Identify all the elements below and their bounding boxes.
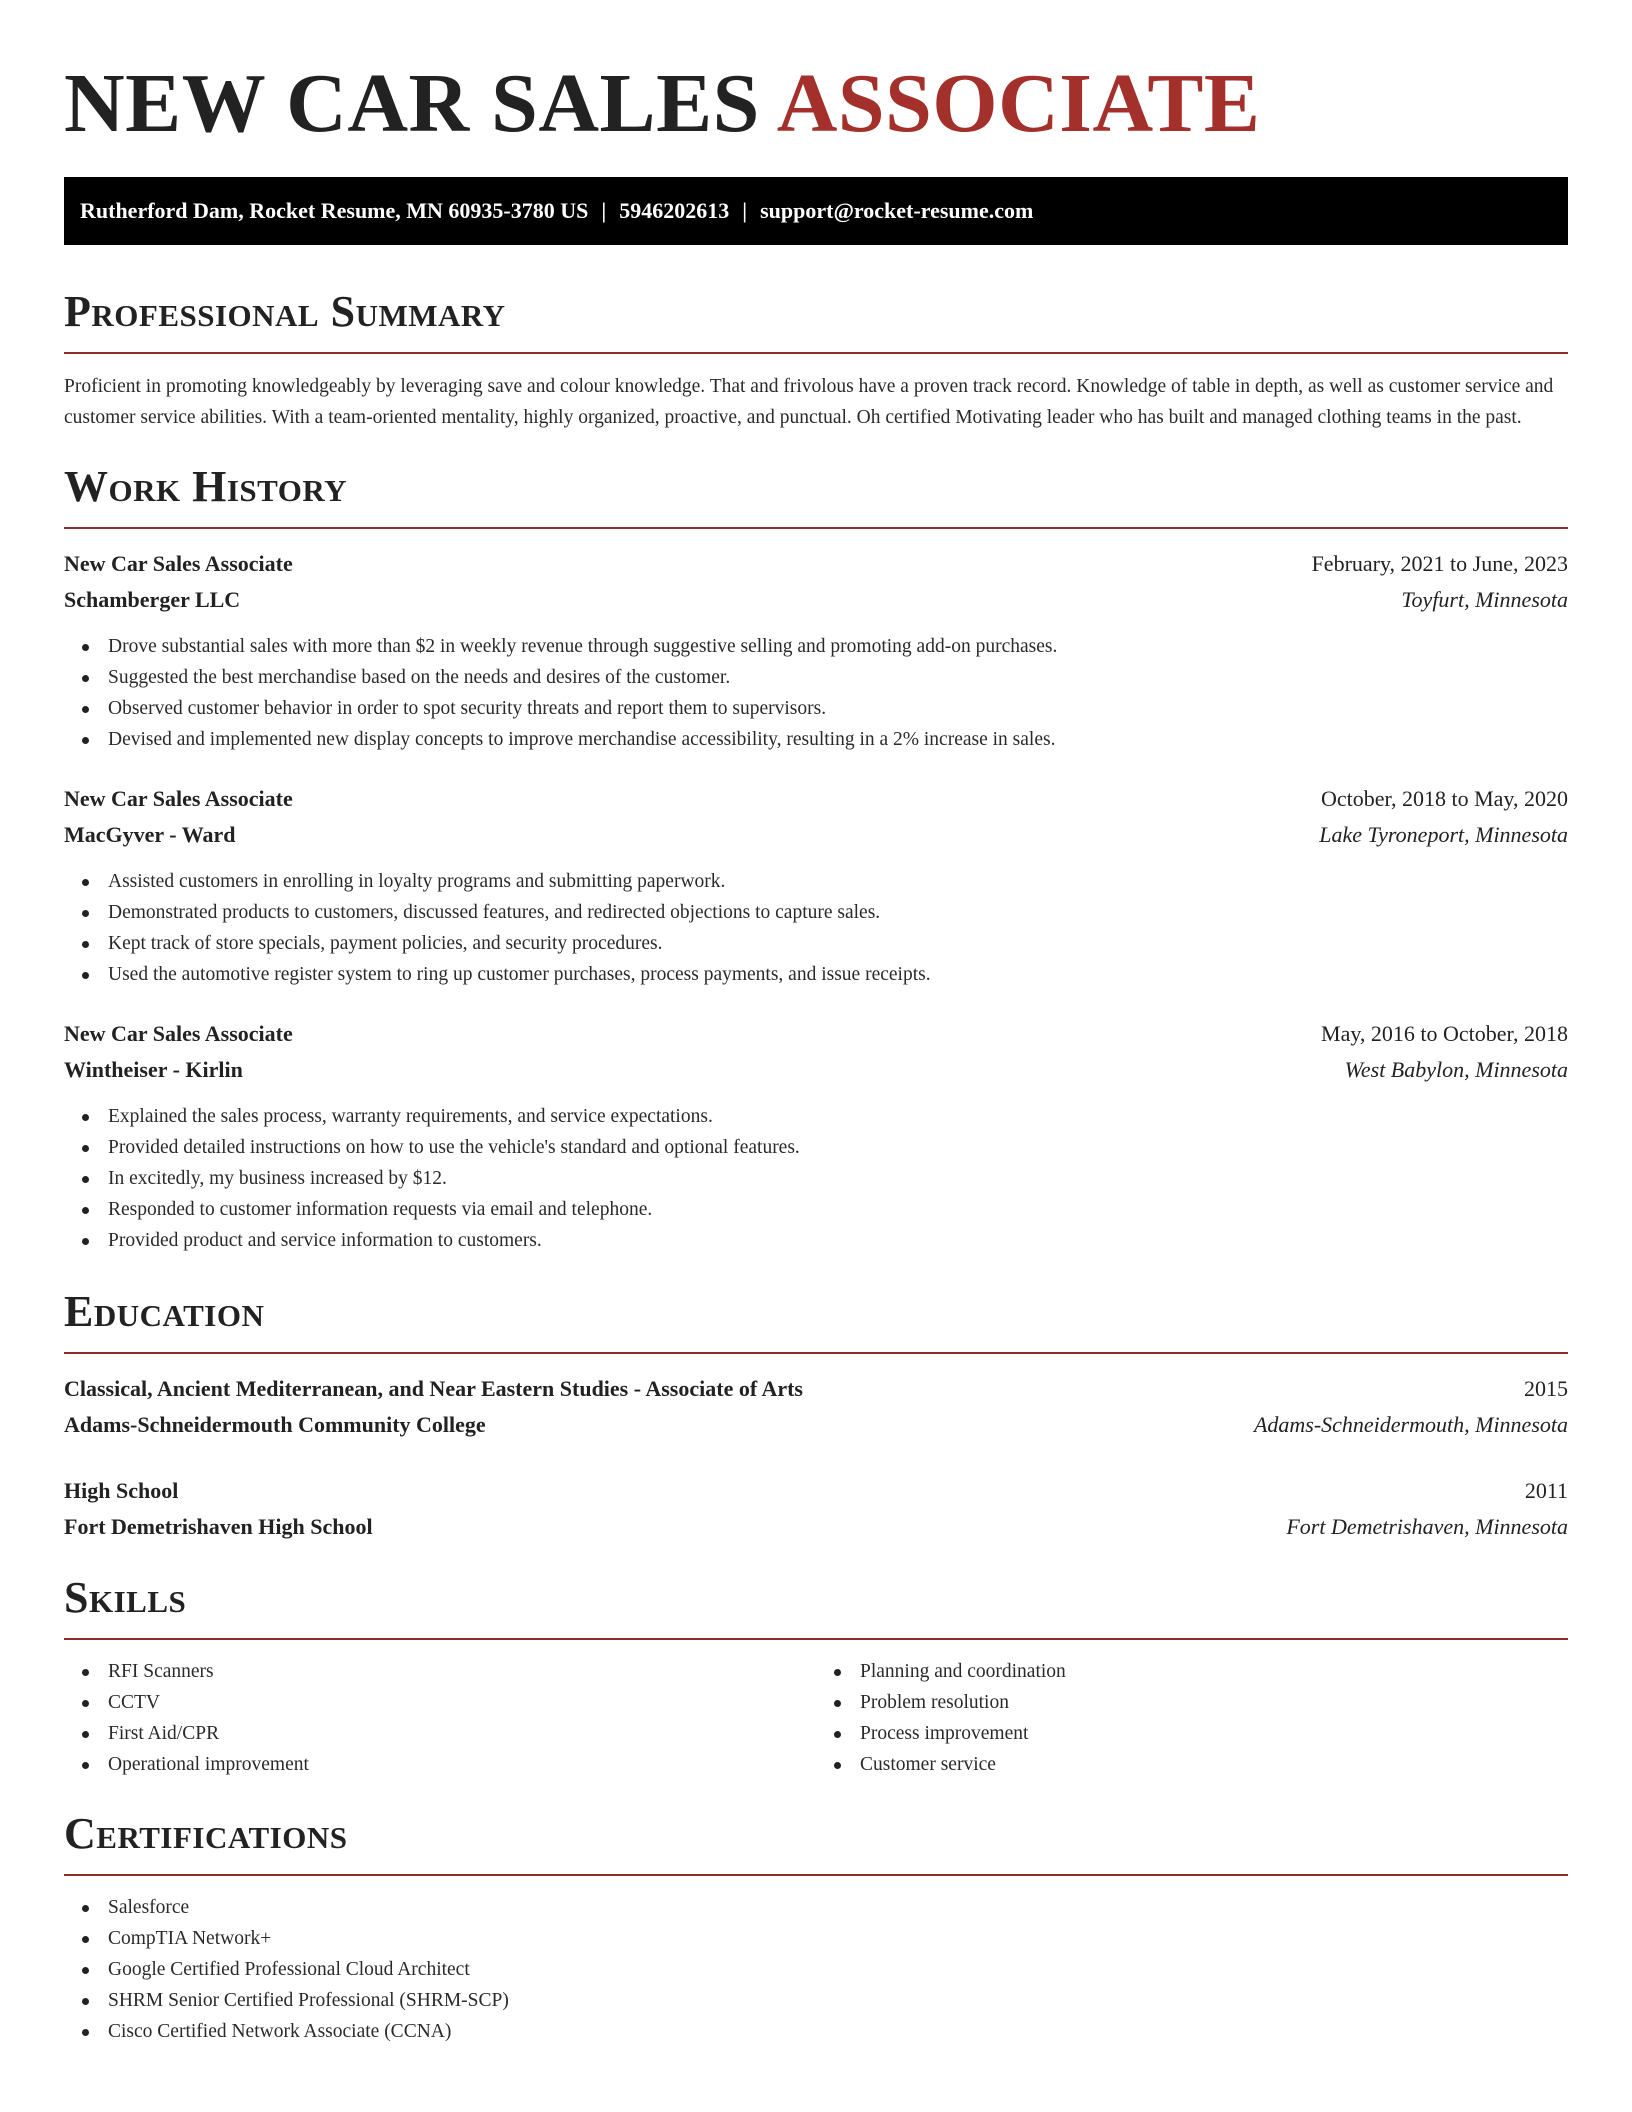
education-location: Fort Demetrishaven, Minnesota (1286, 1514, 1568, 1539)
certification-item: Salesforce (64, 1892, 1568, 1923)
job-header-row (64, 781, 1568, 817)
skill-item: Problem resolution (816, 1687, 1568, 1718)
skill-item: RFI Scanners (64, 1656, 816, 1687)
education-school: Adams-Schneidermouth Community College (64, 1412, 486, 1437)
job-location: West Babylon, Minnesota (1344, 1057, 1568, 1082)
job-entry (64, 546, 1568, 755)
certifications-section (64, 1808, 1568, 2047)
job-dates: October, 2018 to May, 2020 (1321, 786, 1568, 811)
job-bullet: Drove substantial sales with more than $2 in weekly revenue through suggestive selling and promoting add-on purchases. (64, 631, 1568, 662)
job-bullet: Assisted customers in enrolling in loyalty programs and submitting paperwork. (64, 866, 1568, 897)
job-entry (64, 781, 1568, 990)
certification-item: Google Certified Professional Cloud Architect (64, 1954, 1568, 1985)
job-entry (64, 1016, 1568, 1256)
job-bullet: Explained the sales process, warranty requirements, and service expectations. (64, 1101, 1568, 1132)
job-company-row (64, 1052, 1568, 1088)
skills-column-left (64, 1656, 816, 1780)
job-title: New Car Sales Associate (64, 786, 293, 811)
skills-section (64, 1572, 1568, 1780)
job-bullet: Devised and implemented new display concepts to improve merchandise accessibility, resulting in a 2% increase in sales. (64, 724, 1568, 755)
education-degree: High School (64, 1478, 179, 1503)
certifications-list (64, 1892, 1568, 2047)
contact-bar (64, 177, 1568, 245)
skill-item: CCTV (64, 1687, 816, 1718)
job-bullet: Responded to customer information requests via email and telephone. (64, 1194, 1568, 1225)
skill-item: First Aid/CPR (64, 1718, 816, 1749)
section-heading-summary: Professional Summary (64, 287, 506, 336)
job-location: Lake Tyroneport, Minnesota (1319, 822, 1568, 847)
job-company: MacGyver - Ward (64, 822, 236, 847)
section-heading-work-history: Work History (64, 462, 348, 511)
skills-column-right (816, 1656, 1568, 1780)
job-location: Toyfurt, Minnesota (1401, 587, 1568, 612)
skill-item: Process improvement (816, 1718, 1568, 1749)
education-school-row (64, 1509, 1568, 1545)
job-company-row (64, 817, 1568, 853)
section-divider (64, 1352, 1568, 1354)
section-divider (64, 1874, 1568, 1876)
job-bullets (64, 866, 1568, 990)
contact-phone: 5946202613 (619, 198, 730, 223)
job-bullet: Observed customer behavior in order to spot security threats and report them to supervisors. (64, 693, 1568, 724)
job-title: New Car Sales Associate (64, 551, 293, 576)
job-bullet: Provided detailed instructions on how to use the vehicle's standard and optional features. (64, 1132, 1568, 1163)
summary-section (64, 286, 1568, 433)
job-bullet: In excitedly, my business increased by $12. (64, 1163, 1568, 1194)
contact-email[interactable]: support@rocket-resume.com (760, 198, 1034, 223)
work-history-section (64, 461, 1568, 1256)
section-divider (64, 527, 1568, 529)
skill-item: Customer service (816, 1749, 1568, 1780)
education-degree-row (64, 1371, 1568, 1407)
skill-item: Operational improvement (64, 1749, 816, 1780)
education-degree-row (64, 1473, 1568, 1509)
education-year: 2015 (1524, 1376, 1568, 1401)
education-school: Fort Demetrishaven High School (64, 1514, 373, 1539)
job-title: New Car Sales Associate (64, 1021, 293, 1046)
job-bullet: Suggested the best merchandise based on the needs and desires of the customer. (64, 662, 1568, 693)
certification-item: Cisco Certified Network Associate (CCNA) (64, 2016, 1568, 2047)
job-company: Schamberger LLC (64, 587, 241, 612)
contact-address: Rutherford Dam, Rocket Resume, MN 60935-3780 US (80, 198, 589, 223)
certification-item: CompTIA Network+ (64, 1923, 1568, 1954)
summary-text: Proficient in promoting knowledgeably by leveraging save and colour knowledge. That and frivolous have a proven track record. Knowledge of table in depth, as well as customer service and customer service abilities. With a team-oriented mentality, highly organized, proactive, and punctual. Oh certified Motivating leader who has built and managed clothing teams in the past. (64, 376, 1554, 428)
education-entry (64, 1473, 1568, 1545)
job-company-row (64, 582, 1568, 618)
education-school-row (64, 1407, 1568, 1443)
certification-item: SHRM Senior Certified Professional (SHRM-SCP) (64, 1985, 1568, 2016)
section-heading-education: Education (64, 1287, 265, 1336)
job-bullet: Demonstrated products to customers, discussed features, and redirected objections to capture sales. (64, 897, 1568, 928)
job-header-row (64, 546, 1568, 582)
section-heading-certifications: Certifications (64, 1809, 348, 1858)
contact-separator: | (742, 198, 748, 223)
title-accent: ASSOCIATE (776, 57, 1261, 150)
resume-title (64, 58, 1568, 150)
section-heading-skills: Skills (64, 1573, 187, 1622)
job-bullet: Used the automotive register system to ring up customer purchases, process payments, and issue receipts. (64, 959, 1568, 990)
contact-separator: | (601, 198, 607, 223)
job-bullets (64, 1101, 1568, 1256)
section-divider (64, 1638, 1568, 1640)
education-section (64, 1286, 1568, 1545)
job-bullet: Provided product and service information to customers. (64, 1225, 1568, 1256)
title-main: NEW CAR SALES (64, 57, 777, 150)
education-entry (64, 1371, 1568, 1443)
section-divider (64, 352, 1568, 354)
education-year: 2011 (1524, 1478, 1568, 1503)
job-company: Wintheiser - Kirlin (64, 1057, 243, 1082)
job-bullets (64, 631, 1568, 755)
education-degree: Classical, Ancient Mediterranean, and Near Eastern Studies - Associate of Arts (64, 1376, 803, 1401)
job-bullet: Kept track of store specials, payment policies, and security procedures. (64, 928, 1568, 959)
job-dates: May, 2016 to October, 2018 (1321, 1021, 1568, 1046)
skill-item: Planning and coordination (816, 1656, 1568, 1687)
education-location: Adams-Schneidermouth, Minnesota (1253, 1412, 1568, 1437)
skills-grid (64, 1656, 1568, 1780)
job-header-row (64, 1016, 1568, 1052)
job-dates: February, 2021 to June, 2023 (1311, 551, 1568, 576)
